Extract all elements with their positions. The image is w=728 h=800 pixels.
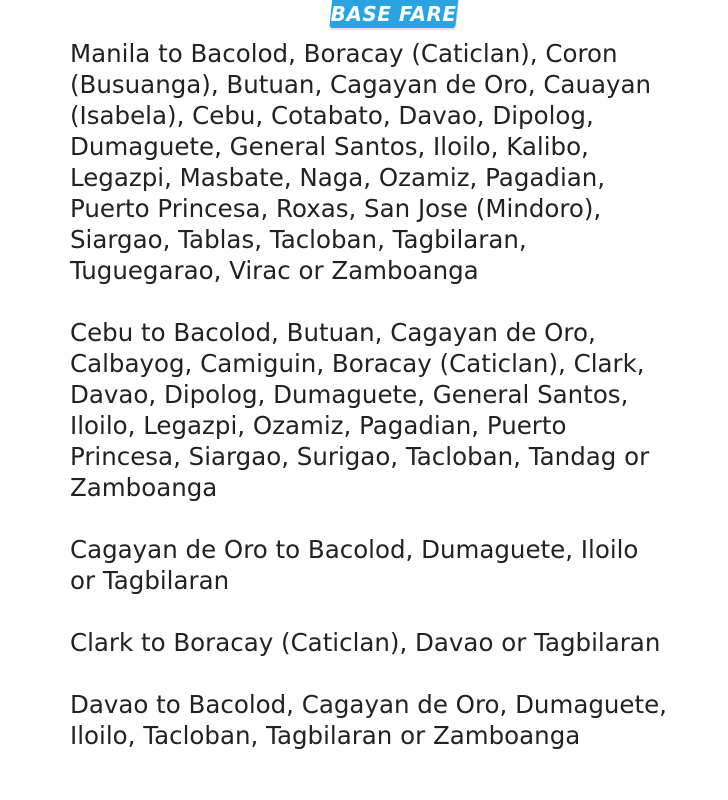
route-cebu: Cebu to Bacolod, Butuan, Cagayan de Oro, Calbayog, Camiguin, Boracay (Caticlan), Clark, Davao, Dipolog, Dumaguete, General Santos, Iloilo, Legazpi, Ozamiz, Pagadian, Puerto Princesa, Siargao, Surigao, Tacloban, Tandag or Zamboanga [70, 318, 650, 502]
route-davao: Davao to Bacolod, Cagayan de Oro, Dumaguete, Iloilo, Tacloban, Tagbilaran or Zamboanga [70, 690, 667, 750]
base-fare-badge [329, 0, 459, 28]
route-cagayan-de-oro: Cagayan de Oro to Bacolod, Dumaguete, Iloilo or Tagbilaran [70, 535, 639, 595]
base-fare-badge-label: BASE FARE [330, 2, 457, 26]
route-clark: Clark to Boracay (Caticlan), Davao or Tagbilaran [70, 628, 661, 657]
route-list [70, 38, 670, 782]
route-manila: Manila to Bacolod, Boracay (Caticlan), Coron (Busuanga), Butuan, Cagayan de Oro, Cauayan (Isabela), Cebu, Cotabato, Davao, Dipolog, Dumaguete, General Santos, Iloilo, Kalibo, Legazpi, Masbate, Naga, Ozamiz, Pagadian, Puerto Princesa, Roxas, San Jose (Mindoro), Siargao, Tablas, Tacloban, Tagbilaran, Tuguegarao, Virac or Zamboanga [70, 39, 652, 285]
